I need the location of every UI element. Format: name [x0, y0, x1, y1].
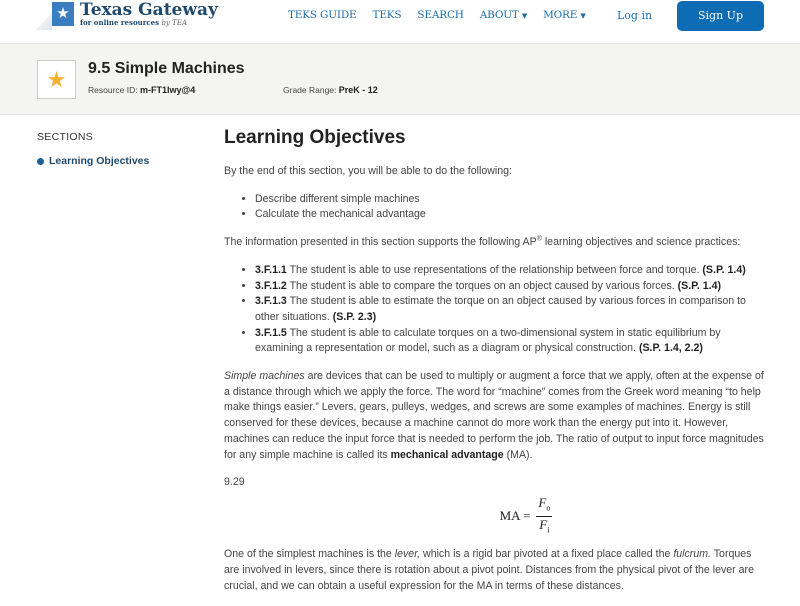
list-item: • 3.F.1.5 The student is able to calculate torques on a two-dimensional system in static equilibrium by examining a representation or model, such as a diagram or physical construction. (S.P. 1.4, 2.2): [255, 326, 768, 357]
simple-machines-paragraph: Simple machines are devices that can be used to multiply or augment a force that we apply, often at the expense of a distance through which we apply the force. The word for “machine” comes from the Greek word meaning “to help make things easier.” Levers, gears, pulleys, wedges, and screws are some examples of machines. Energy is still conserved for these devices, because a machine cannot do more work than the energy put into it. However, machines can reduce the input force that is needed to perform the job. The ratio of output to input force magnitudes for any simple machine is called its mechanical advantage (MA).: [224, 370, 764, 461]
equation-number: 9.29: [224, 476, 245, 489]
nav-teks-guide[interactable]: TEKS GUIDE: [288, 9, 357, 21]
mechanical-advantage-equation: MA = $\frac{F_o}{F_i}$: [499, 494, 551, 535]
sidebar-item-learning-objectives[interactable]: Learning Objectives: [37, 155, 149, 167]
section-title: Learning Objectives: [224, 127, 406, 148]
objectives-list: [255, 192, 768, 223]
texas-gateway-logo[interactable]: [36, 2, 218, 27]
sections-heading: SECTIONS: [37, 131, 94, 143]
nav-teks[interactable]: TEKS: [372, 9, 402, 21]
resource-id: Resource ID: m-FT1Iwy@4: [88, 85, 196, 95]
favorite-star-icon[interactable]: ★: [37, 60, 76, 99]
list-item: • 3.F.1.2 The student is able to compare the torques on an object caused by various forces. (S.P. 1.4): [255, 279, 768, 295]
grade-range: Grade Range: PreK - 12: [283, 85, 378, 95]
ap-objectives-list: [255, 263, 768, 357]
nav-search[interactable]: SEARCH: [417, 9, 464, 21]
main-content: [224, 126, 768, 606]
signup-button[interactable]: Sign Up: [677, 1, 764, 31]
lever-paragraph: One of the simplest machines is the lever, which is a rigid bar pivoted at a fixed place called the fulcrum. Torques are involved in levers, since there is rotation about a pivot point. Distances from the physical pivot of the lever are crucial, and we can obtain a useful expression for the MA in terms of these distances.: [224, 548, 754, 592]
list-item: • 3.F.1.1 The student is able to use representations of the relationship between force and torque. (S.P. 1.4): [255, 263, 768, 279]
active-dot-icon: [37, 158, 44, 165]
logo-title: Texas Gateway: [80, 0, 218, 20]
logo-subtitle: for online resources by TEA: [80, 18, 187, 27]
caret-down-icon: ▼: [580, 12, 586, 20]
main-nav: [288, 9, 602, 21]
caret-down-icon: ▼: [521, 12, 528, 20]
nav-more[interactable]: MORE ▼: [543, 9, 586, 21]
list-item: • 3.F.1.3 The student is able to estimate the torque on an object caused by various forces in comparison to other situations. (S.P. 2.3): [255, 294, 768, 325]
list-item: • Calculate the mechanical advantage: [255, 207, 768, 223]
list-item: • Describe different simple machines: [255, 192, 768, 208]
resource-header: [0, 44, 800, 115]
intro-text: By the end of this section, you will be able to do the following:: [224, 165, 512, 177]
star-icon: ★: [52, 2, 74, 26]
site-header: [0, 0, 800, 44]
ap-intro: The information presented in this section supports the following AP® learning objectives and science practices:: [224, 235, 741, 249]
resource-title: 9.5 Simple Machines: [88, 60, 245, 77]
login-link[interactable]: Log in: [617, 9, 653, 22]
nav-about[interactable]: ABOUT ▼: [479, 9, 528, 21]
logo-shadow: [36, 12, 52, 30]
